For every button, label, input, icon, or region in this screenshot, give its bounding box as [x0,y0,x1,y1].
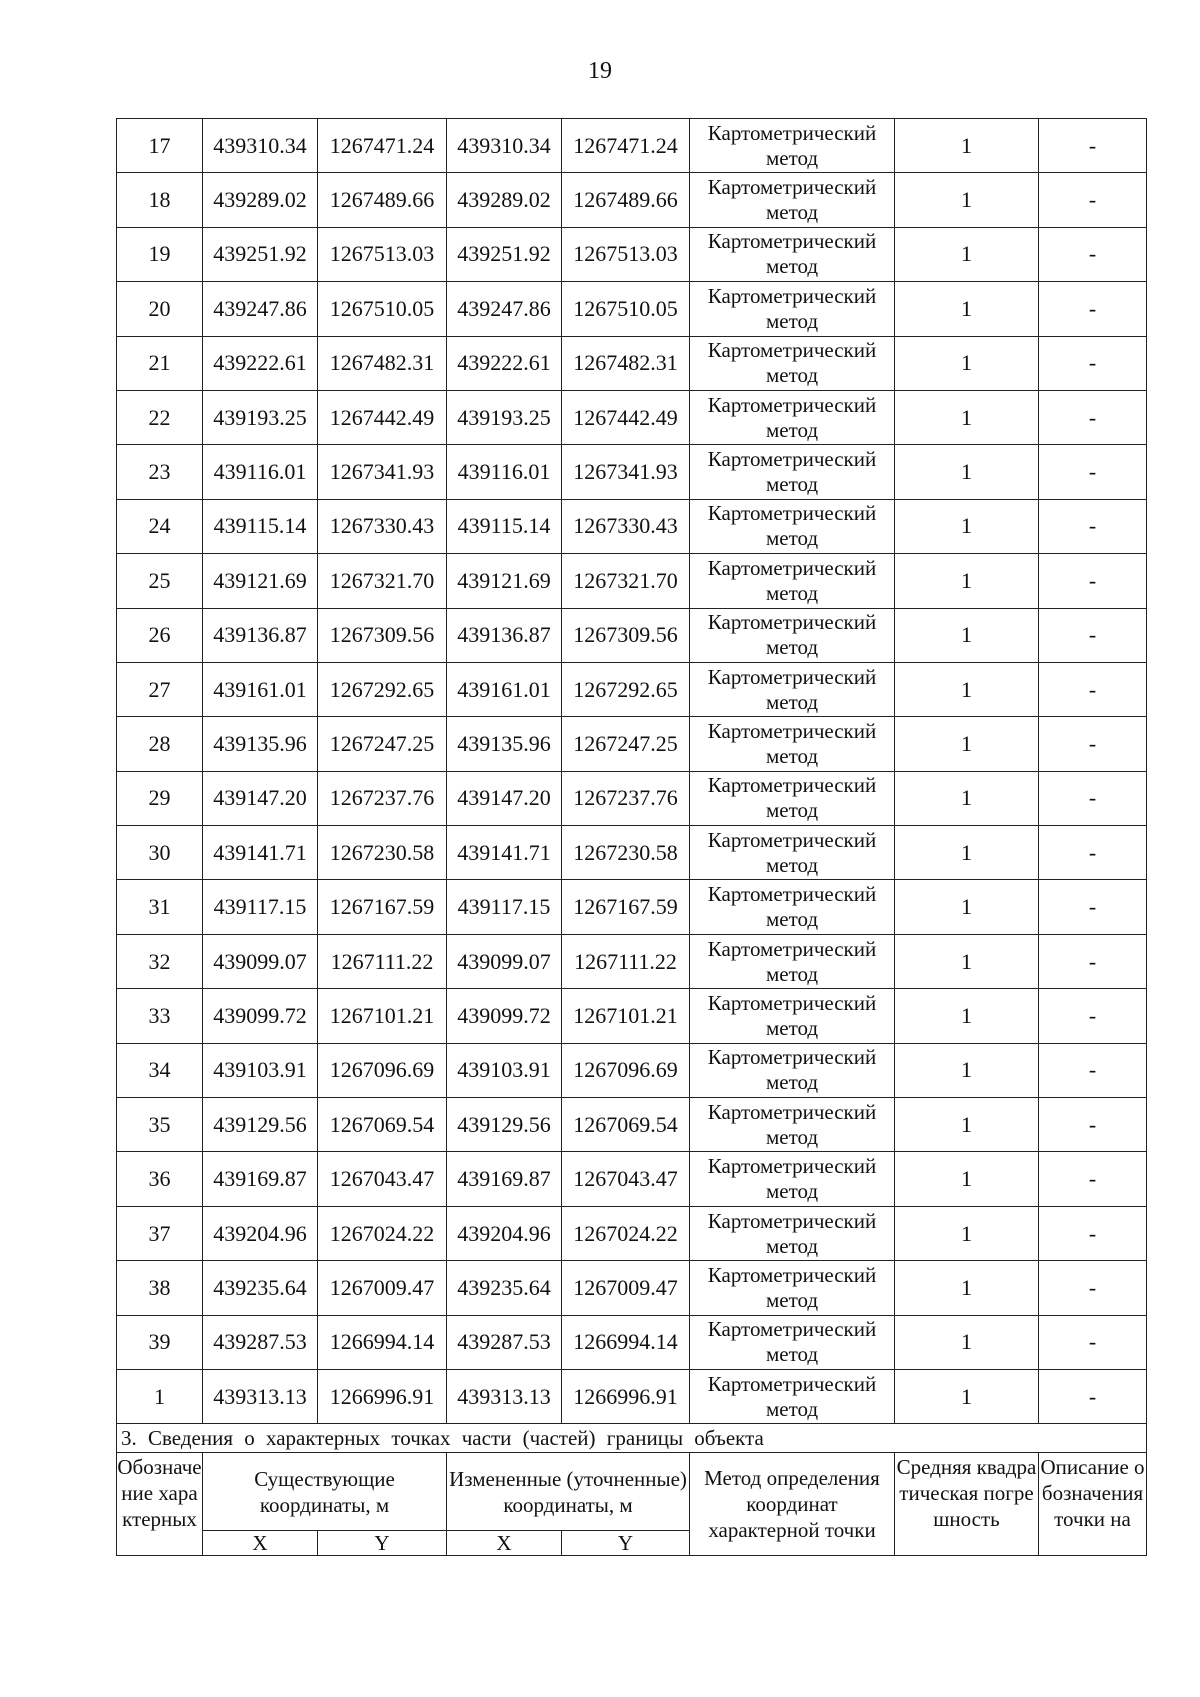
description-cell: - [1039,934,1147,988]
existing-y-cell: 1267330.43 [318,499,447,553]
description-cell: - [1039,608,1147,662]
method-cell: Картометрический метод [690,1261,895,1315]
changed-y-cell: 1267069.54 [562,1098,690,1152]
existing-y-cell: 1266996.91 [318,1369,447,1423]
error-cell: 1 [895,934,1039,988]
existing-y-cell: 1267309.56 [318,608,447,662]
changed-y-cell: 1267043.47 [562,1152,690,1206]
changed-y-cell: 1267237.76 [562,771,690,825]
changed-y-cell: 1267341.93 [562,445,690,499]
section3-title: 3. Сведения о характерных точках части (частей) границы объекта [117,1424,1147,1453]
changed-x-cell: 439235.64 [447,1261,562,1315]
existing-y-cell: 1267247.25 [318,717,447,771]
method-cell: Картометрический метод [690,1369,895,1423]
header-changed-coords: Измененные (уточненные) координаты, м [447,1453,690,1531]
existing-x-cell: 439115.14 [203,499,318,553]
method-cell: Картометрический метод [690,445,895,499]
description-cell: - [1039,880,1147,934]
description-cell: - [1039,119,1147,173]
coordinates-table [116,118,1147,1556]
table-row [117,880,1147,934]
method-cell: Картометрический метод [690,554,895,608]
changed-y-cell: 1267111.22 [562,934,690,988]
point-number-cell: 28 [117,717,203,771]
table-row [117,1152,1147,1206]
point-number-cell: 22 [117,390,203,444]
description-cell: - [1039,662,1147,716]
table-row [117,1315,1147,1369]
existing-x-cell: 439099.07 [203,934,318,988]
existing-x-cell: 439116.01 [203,445,318,499]
changed-y-cell: 1267167.59 [562,880,690,934]
changed-y-cell: 1267024.22 [562,1206,690,1260]
description-cell: - [1039,989,1147,1043]
point-number-cell: 29 [117,771,203,825]
error-cell: 1 [895,1206,1039,1260]
error-cell: 1 [895,1152,1039,1206]
point-number-cell: 1 [117,1369,203,1423]
point-number-cell: 19 [117,227,203,281]
error-cell: 1 [895,336,1039,390]
section3-block [117,1424,1147,1556]
error-cell: 1 [895,1098,1039,1152]
changed-x-cell: 439251.92 [447,227,562,281]
method-cell: Картометрический метод [690,1098,895,1152]
changed-x-cell: 439115.14 [447,499,562,553]
changed-x-cell: 439161.01 [447,662,562,716]
existing-x-cell: 439313.13 [203,1369,318,1423]
existing-y-cell: 1267009.47 [318,1261,447,1315]
table-row [117,336,1147,390]
error-cell: 1 [895,771,1039,825]
page-number: 19 [588,58,612,84]
method-cell: Картометрический метод [690,1206,895,1260]
existing-y-cell: 1267069.54 [318,1098,447,1152]
method-cell: Картометрический метод [690,934,895,988]
changed-y-cell: 1267096.69 [562,1043,690,1097]
changed-y-cell: 1266996.91 [562,1369,690,1423]
description-cell: - [1039,717,1147,771]
description-cell: - [1039,1152,1147,1206]
table-row [117,1098,1147,1152]
description-cell: - [1039,1043,1147,1097]
table-row [117,989,1147,1043]
existing-y-cell: 1267341.93 [318,445,447,499]
changed-x-cell: 439222.61 [447,336,562,390]
changed-x-cell: 439310.34 [447,119,562,173]
existing-x-cell: 439310.34 [203,119,318,173]
existing-y-cell: 1267024.22 [318,1206,447,1260]
method-cell: Картометрический метод [690,227,895,281]
header-error: Средняя квадратическая погрешность [895,1453,1039,1556]
existing-x-cell: 439247.86 [203,282,318,336]
existing-y-cell: 1267292.65 [318,662,447,716]
existing-x-cell: 439129.56 [203,1098,318,1152]
description-cell: - [1039,336,1147,390]
table-row [117,662,1147,716]
existing-y-cell: 1267043.47 [318,1152,447,1206]
description-cell: - [1039,1098,1147,1152]
error-cell: 1 [895,499,1039,553]
header-method: Метод определения координат характерной точки [690,1453,895,1556]
changed-x-cell: 439136.87 [447,608,562,662]
method-cell: Картометрический метод [690,771,895,825]
point-number-cell: 20 [117,282,203,336]
existing-y-cell: 1267489.66 [318,173,447,227]
point-number-cell: 17 [117,119,203,173]
table-row [117,1043,1147,1097]
method-cell: Картометрический метод [690,282,895,336]
error-cell: 1 [895,445,1039,499]
changed-x-cell: 439247.86 [447,282,562,336]
point-number-cell: 38 [117,1261,203,1315]
point-number-cell: 26 [117,608,203,662]
existing-x-cell: 439169.87 [203,1152,318,1206]
changed-x-cell: 439141.71 [447,826,562,880]
existing-y-cell: 1267101.21 [318,989,447,1043]
existing-y-cell: 1267471.24 [318,119,447,173]
point-number-cell: 32 [117,934,203,988]
table-row [117,1206,1147,1260]
changed-y-cell: 1267321.70 [562,554,690,608]
description-cell: - [1039,390,1147,444]
existing-x-cell: 439117.15 [203,880,318,934]
table-row [117,771,1147,825]
error-cell: 1 [895,880,1039,934]
point-number-cell: 31 [117,880,203,934]
point-number-cell: 27 [117,662,203,716]
point-number-cell: 21 [117,336,203,390]
header-existing-x: X [203,1531,318,1556]
error-cell: 1 [895,1261,1039,1315]
header-changed-x: X [447,1531,562,1556]
changed-x-cell: 439169.87 [447,1152,562,1206]
method-cell: Картометрический метод [690,1152,895,1206]
point-number-cell: 24 [117,499,203,553]
existing-x-cell: 439136.87 [203,608,318,662]
table-row [117,119,1147,173]
table-row [117,173,1147,227]
table-row [117,1261,1147,1315]
table-row [117,445,1147,499]
header-changed-y: Y [562,1531,690,1556]
table-row [117,554,1147,608]
error-cell: 1 [895,282,1039,336]
changed-x-cell: 439147.20 [447,771,562,825]
table-row [117,608,1147,662]
table-row [117,1369,1147,1423]
changed-y-cell: 1267510.05 [562,282,690,336]
point-number-cell: 23 [117,445,203,499]
point-number-cell: 34 [117,1043,203,1097]
changed-x-cell: 439135.96 [447,717,562,771]
changed-y-cell: 1267482.31 [562,336,690,390]
existing-y-cell: 1266994.14 [318,1315,447,1369]
method-cell: Картометрический метод [690,826,895,880]
description-cell: - [1039,826,1147,880]
error-cell: 1 [895,1043,1039,1097]
header-existing-coords: Существующие координаты, м [203,1453,447,1531]
description-cell: - [1039,771,1147,825]
changed-y-cell: 1267247.25 [562,717,690,771]
existing-x-cell: 439135.96 [203,717,318,771]
method-cell: Картометрический метод [690,336,895,390]
changed-x-cell: 439289.02 [447,173,562,227]
existing-x-cell: 439161.01 [203,662,318,716]
changed-y-cell: 1266994.14 [562,1315,690,1369]
point-number-cell: 33 [117,989,203,1043]
existing-x-cell: 439222.61 [203,336,318,390]
existing-y-cell: 1267096.69 [318,1043,447,1097]
existing-y-cell: 1267482.31 [318,336,447,390]
changed-x-cell: 439193.25 [447,390,562,444]
error-cell: 1 [895,554,1039,608]
changed-y-cell: 1267309.56 [562,608,690,662]
point-number-cell: 39 [117,1315,203,1369]
table-row [117,934,1147,988]
header-designation: Обозначение характерных [117,1453,203,1556]
error-cell: 1 [895,1369,1039,1423]
existing-x-cell: 439204.96 [203,1206,318,1260]
error-cell: 1 [895,662,1039,716]
point-number-cell: 30 [117,826,203,880]
changed-y-cell: 1267101.21 [562,989,690,1043]
method-cell: Картометрический метод [690,119,895,173]
point-number-cell: 37 [117,1206,203,1260]
description-cell: - [1039,173,1147,227]
existing-x-cell: 439141.71 [203,826,318,880]
method-cell: Картометрический метод [690,1315,895,1369]
existing-y-cell: 1267230.58 [318,826,447,880]
changed-x-cell: 439129.56 [447,1098,562,1152]
changed-y-cell: 1267513.03 [562,227,690,281]
changed-y-cell: 1267230.58 [562,826,690,880]
existing-x-cell: 439289.02 [203,173,318,227]
description-cell: - [1039,554,1147,608]
coordinates-table-body [117,119,1147,1424]
changed-x-cell: 439204.96 [447,1206,562,1260]
method-cell: Картометрический метод [690,1043,895,1097]
changed-y-cell: 1267471.24 [562,119,690,173]
error-cell: 1 [895,608,1039,662]
error-cell: 1 [895,227,1039,281]
description-cell: - [1039,1261,1147,1315]
changed-y-cell: 1267489.66 [562,173,690,227]
table-row [117,282,1147,336]
changed-y-cell: 1267330.43 [562,499,690,553]
existing-y-cell: 1267321.70 [318,554,447,608]
existing-x-cell: 439103.91 [203,1043,318,1097]
table-row [117,227,1147,281]
header-existing-y: Y [318,1531,447,1556]
description-cell: - [1039,499,1147,553]
existing-y-cell: 1267510.05 [318,282,447,336]
error-cell: 1 [895,717,1039,771]
existing-x-cell: 439121.69 [203,554,318,608]
description-cell: - [1039,1315,1147,1369]
error-cell: 1 [895,119,1039,173]
method-cell: Картометрический метод [690,880,895,934]
description-cell: - [1039,282,1147,336]
changed-x-cell: 439099.07 [447,934,562,988]
point-number-cell: 18 [117,173,203,227]
changed-y-cell: 1267442.49 [562,390,690,444]
changed-x-cell: 439287.53 [447,1315,562,1369]
method-cell: Картометрический метод [690,499,895,553]
existing-y-cell: 1267111.22 [318,934,447,988]
table-row [117,717,1147,771]
changed-x-cell: 439103.91 [447,1043,562,1097]
method-cell: Картометрический метод [690,717,895,771]
existing-y-cell: 1267167.59 [318,880,447,934]
table-row [117,499,1147,553]
error-cell: 1 [895,1315,1039,1369]
error-cell: 1 [895,390,1039,444]
error-cell: 1 [895,173,1039,227]
existing-x-cell: 439099.72 [203,989,318,1043]
description-cell: - [1039,445,1147,499]
existing-y-cell: 1267442.49 [318,390,447,444]
method-cell: Картометрический метод [690,989,895,1043]
point-number-cell: 25 [117,554,203,608]
changed-y-cell: 1267009.47 [562,1261,690,1315]
method-cell: Картометрический метод [690,173,895,227]
point-number-cell: 36 [117,1152,203,1206]
existing-y-cell: 1267237.76 [318,771,447,825]
point-number-cell: 35 [117,1098,203,1152]
changed-y-cell: 1267292.65 [562,662,690,716]
error-cell: 1 [895,989,1039,1043]
existing-x-cell: 439287.53 [203,1315,318,1369]
existing-x-cell: 439235.64 [203,1261,318,1315]
existing-x-cell: 439251.92 [203,227,318,281]
description-cell: - [1039,227,1147,281]
existing-y-cell: 1267513.03 [318,227,447,281]
table-row [117,390,1147,444]
changed-x-cell: 439117.15 [447,880,562,934]
changed-x-cell: 439313.13 [447,1369,562,1423]
changed-x-cell: 439121.69 [447,554,562,608]
method-cell: Картометрический метод [690,662,895,716]
changed-x-cell: 439116.01 [447,445,562,499]
method-cell: Картометрический метод [690,608,895,662]
existing-x-cell: 439147.20 [203,771,318,825]
existing-x-cell: 439193.25 [203,390,318,444]
changed-x-cell: 439099.72 [447,989,562,1043]
error-cell: 1 [895,826,1039,880]
method-cell: Картометрический метод [690,390,895,444]
description-cell: - [1039,1369,1147,1423]
header-description: Описание обозначения точки на [1039,1453,1147,1556]
table-row [117,826,1147,880]
description-cell: - [1039,1206,1147,1260]
